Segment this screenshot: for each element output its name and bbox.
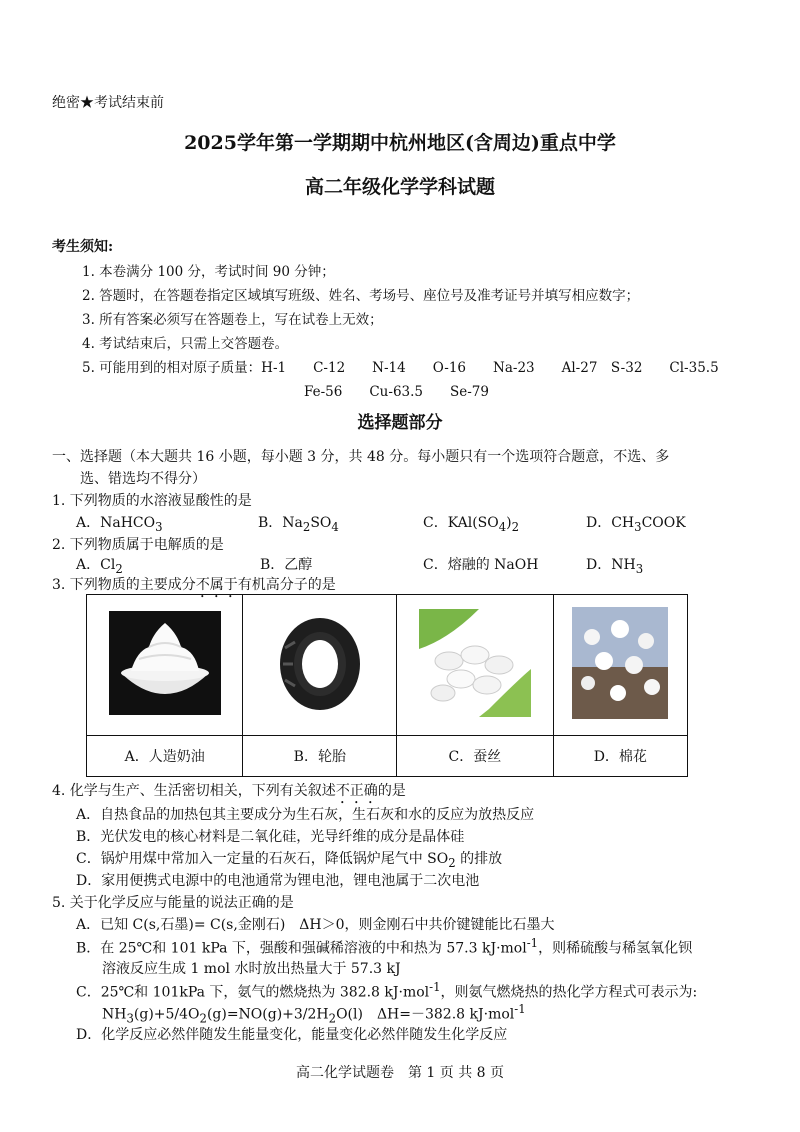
question-3-stem: 3. 下列物质的主要成分不属于有机高分子的是 <box>52 577 336 593</box>
emphasis-text: 不正确 <box>335 783 378 799</box>
notice-item: 2. 答题时，在答题卷指定区域填写班级、姓名、考场号、座位号及准考证号并填写相应数字； <box>82 288 640 304</box>
atomic-masses-line2: Fe-56 Cu-63.5 Se-79 <box>304 384 489 400</box>
question-4-stem: 4. 化学与生产、生活密切相关，下列有关叙述不正确的是 <box>52 783 406 799</box>
tire-image <box>243 595 397 736</box>
notice-item: 3. 所有答案必须写在答题卷上，写在试卷上无效； <box>82 312 383 328</box>
question-1-stem: 1. 下列物质的水溶液显酸性的是 <box>52 493 252 509</box>
q2-option-d: D．$NH_3$ <box>586 557 644 576</box>
q4-option-b: B．光伏发电的核心材料是二氧化硅，光导纤维的成分是晶体硅 <box>76 829 465 845</box>
q3-option-a: A．人造奶油 <box>87 736 243 777</box>
cream-image <box>87 595 243 736</box>
q2-option-b: B．乙醇 <box>260 557 313 573</box>
q3-option-c: C．蚕丝 <box>397 736 553 777</box>
question-5-stem: 5. 关于化学反应与能量的说法正确的是 <box>52 895 294 911</box>
section-title: 选择题部分 <box>357 413 443 433</box>
q5-option-c-equation: $NH_3(g)+5/4O_2(g)=NO(g)+3/2H_2O(l)$ ΔH=－382.8 kJ·mol$^{-1}$ <box>102 1002 526 1026</box>
notice-heading: 考生须知: <box>52 239 114 255</box>
q3-option-d: D．棉花 <box>553 736 687 777</box>
q1-option-b: B．$Na_2SO_4$ <box>258 515 339 534</box>
q1-option-d: D．$CH_3COOK$ <box>586 515 686 534</box>
q5-option-b: B．在 25℃和 101 kPa 下，强酸和强碱稀溶液的中和热为 57.3 kJ·mol$^{-1}$，则稀硫酸与稀氢氧化钡 <box>76 936 693 957</box>
q4-option-d: D．家用便携式电源中的电池通常为锂电池，锂电池属于二次电池 <box>76 873 480 889</box>
q1-option-c: C．$KAl(SO_4)_2$ <box>423 515 520 534</box>
q5-option-d: D．化学反应必然伴随发生能量变化，能量变化必然伴随发生化学反应 <box>76 1027 508 1043</box>
cotton-image <box>553 595 687 736</box>
q2-option-a: A．$Cl_2$ <box>76 557 123 576</box>
notice-item: 1. 本卷满分 100 分，考试时间 90 分钟； <box>82 264 335 280</box>
question-2-stem: 2. 下列物质属于电解质的是 <box>52 537 224 553</box>
page-footer: 高二化学试题卷 第 1 页 共 8 页 <box>295 1065 505 1081</box>
silk-cocoon-image <box>397 595 553 736</box>
confidential-label: 绝密★考试结束前 <box>52 95 164 111</box>
exam-title: 2025学年第一学期期中杭州地区(含周边)重点中学 <box>184 132 616 154</box>
notice-item: 5. 可能用到的相对原子质量：H-1 C-12 N-14 O-16 Na-23 Al-27 S-32 Cl-35.5 <box>82 360 719 376</box>
q3-image-table <box>86 594 688 777</box>
notice-item: 4. 考试结束后，只需上交答题卷。 <box>82 336 289 352</box>
section-intro: 一、选择题（本大题共 16 小题，每小题 3 分，共 48 分。每小题只有一个选项符合题意，不选、多 <box>52 449 670 465</box>
q5-option-a: A．已知 C(s,石墨)= C(s,金刚石) ΔH＞0，则金刚石中共价键键能比石墨大 <box>76 917 555 933</box>
q4-option-a: A．自热食品的加热包其主要成分为生石灰，生石灰和水的反应为放热反应 <box>76 807 535 823</box>
section-intro-cont: 选、错选均不得分） <box>80 471 206 487</box>
q4-option-c: C．锅炉用煤中常加入一定量的石灰石，降低锅炉尾气中 $SO_2$ 的排放 <box>76 851 503 870</box>
emphasis-text: 不属于 <box>195 577 238 593</box>
q5-option-c: C．25℃和 101kPa 下，氨气的燃烧热为 382.8 kJ·mol$^{-1}$，则氨气燃烧热的热化学方程式可表示为: <box>76 980 698 1001</box>
q5-option-b-cont: 溶液反应生成 1 mol 水时放出热量大于 57.3 kJ <box>102 961 401 977</box>
q3-option-b: B．轮胎 <box>243 736 397 777</box>
q1-option-a: A．NaHCO$_3$ <box>76 515 163 534</box>
exam-subtitle: 高二年级化学学科试题 <box>304 176 495 198</box>
q2-option-c: C．熔融的 NaOH <box>423 557 539 573</box>
